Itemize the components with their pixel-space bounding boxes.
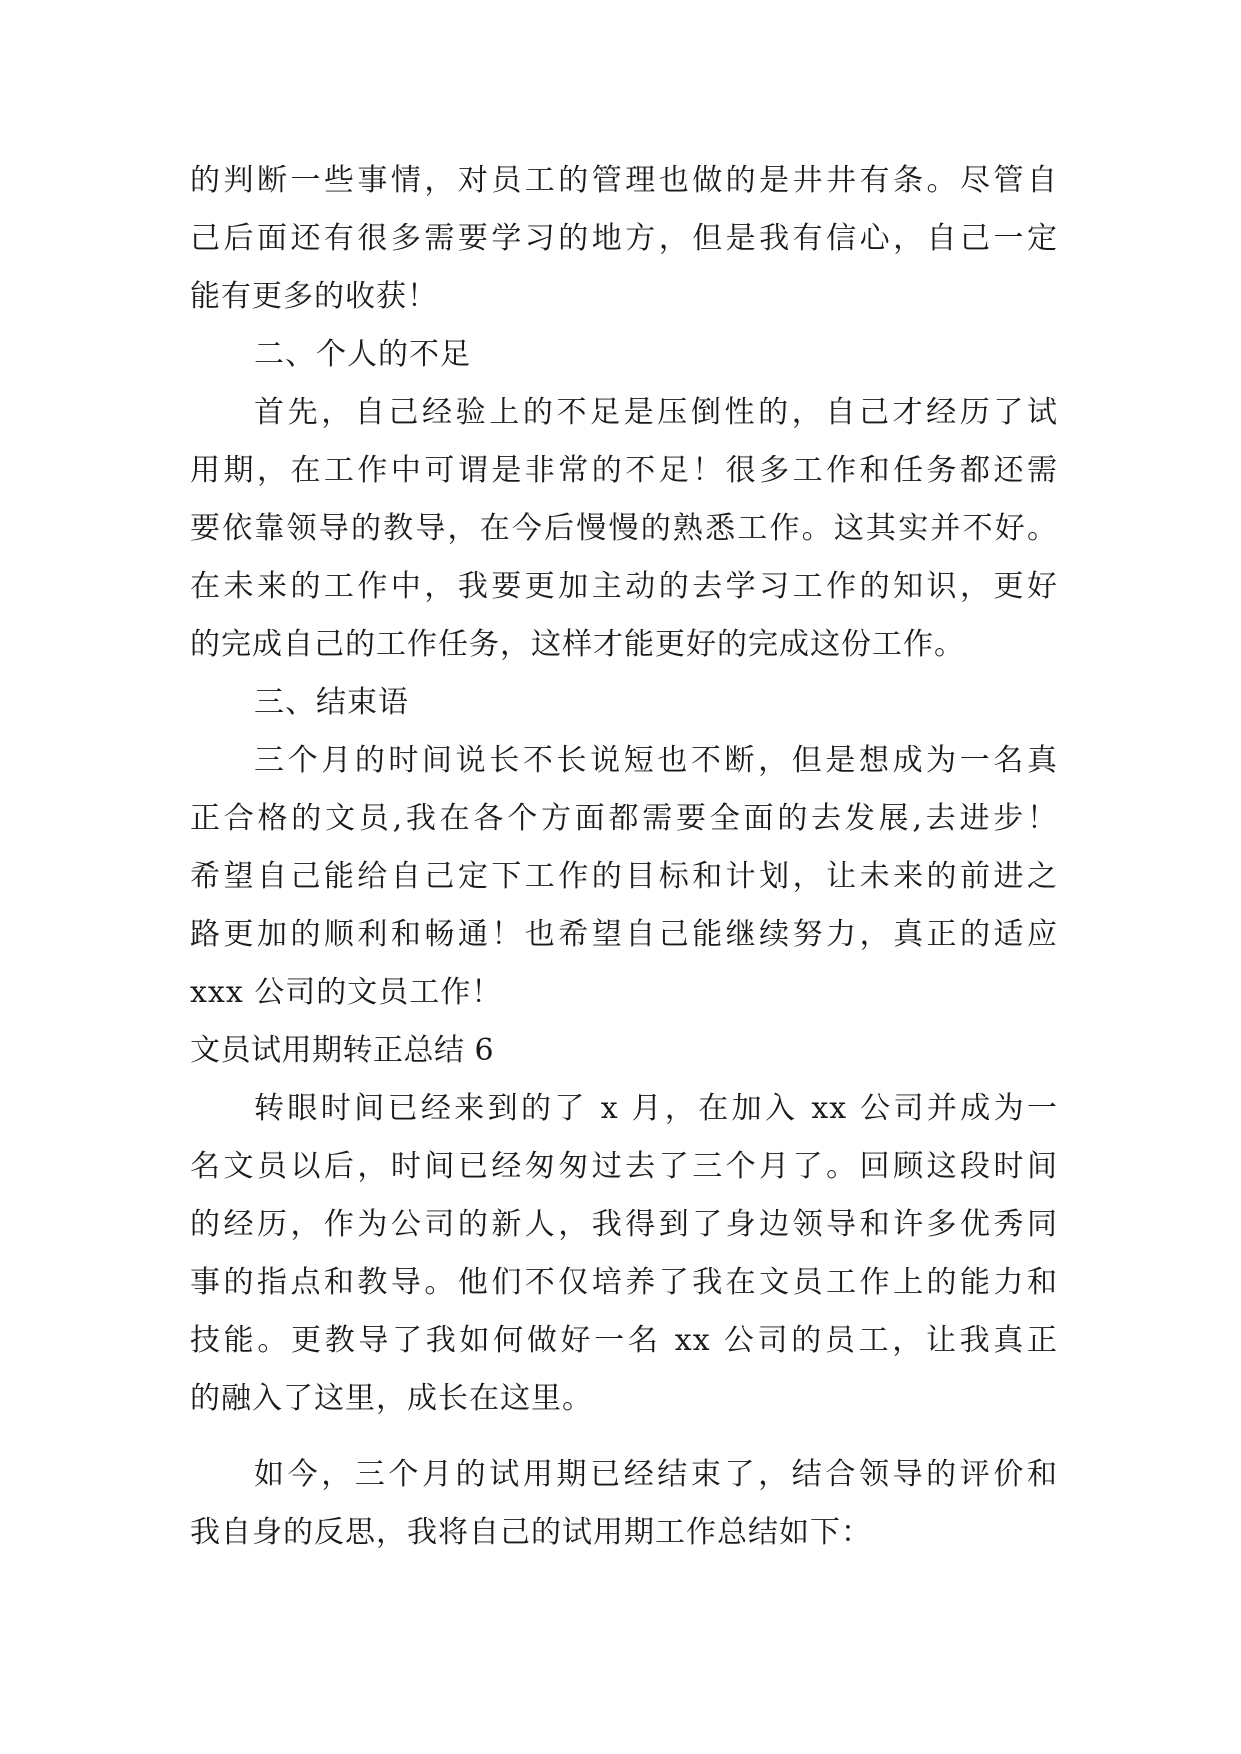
text-line: 首先，自己经验上的不足是压倒性的，自己才经历了试	[254, 395, 1058, 430]
text-line: 转眼时间已经来到的了 x 月，在加入 xx 公司并成为一	[254, 1091, 1058, 1126]
text-line: 如今，三个月的试用期已经结束了，结合领导的评价和	[254, 1457, 1058, 1492]
text-line: 三个月的时间说长不长说短也不断，但是想成为一名真	[254, 743, 1058, 778]
text-line: 的判断一些事情，对员工的管理也做的是井井有条。尽管自	[190, 163, 1058, 198]
paragraph-conclusion	[190, 732, 1058, 1022]
article-title: 文员试用期转正总结 6	[190, 1033, 495, 1068]
text-line: 名文员以后，时间已经匆匆过去了三个月了。回顾这段时间	[190, 1149, 1058, 1184]
section-heading-shortcomings: 二、个人的不足	[254, 337, 471, 372]
paragraph-gap	[190, 1428, 1058, 1446]
text-line: 路更加的顺利和畅通！也希望自己能继续努力，真正的适应	[190, 917, 1058, 952]
text-line: 希望自己能给自己定下工作的目标和计划，让未来的前进之	[190, 859, 1058, 894]
text-line: 正合格的文员,我在各个方面都需要全面的去发展,去进步！	[190, 801, 1058, 836]
text-line: 己后面还有很多需要学习的地方，但是我有信心，自己一定	[190, 221, 1058, 256]
paragraph-section1-tail	[190, 152, 1058, 326]
text-line: 的完成自己的工作任务，这样才能更好的完成这份工作。	[190, 627, 965, 662]
paragraph-summary-intro	[190, 1446, 1058, 1562]
paragraph-shortcomings	[190, 384, 1058, 674]
text-line: 用期，在工作中可谓是非常的不足！很多工作和任务都还需	[190, 453, 1058, 488]
document-body	[190, 152, 1058, 1562]
text-line: 要依靠领导的教导，在今后慢慢的熟悉工作。这其实并不好。	[190, 511, 1058, 546]
text-line: 的融入了这里，成长在这里。	[190, 1381, 593, 1416]
text-line: 在未来的工作中，我要更加主动的去学习工作的知识，更好	[190, 569, 1058, 604]
text-line: 技能。更教导了我如何做好一名 xx 公司的员工，让我真正	[190, 1323, 1058, 1358]
text-line: xxx 公司的文员工作！	[190, 975, 503, 1010]
text-line: 事的指点和教导。他们不仅培养了我在文员工作上的能力和	[190, 1265, 1058, 1300]
section-heading-conclusion: 三、结束语	[254, 685, 409, 720]
paragraph-intro	[190, 1080, 1058, 1428]
text-line: 的经历，作为公司的新人，我得到了身边领导和许多优秀同	[190, 1207, 1058, 1242]
text-line: 我自身的反思，我将自己的试用期工作总结如下：	[190, 1515, 872, 1550]
text-line: 能有更多的收获！	[190, 279, 438, 314]
